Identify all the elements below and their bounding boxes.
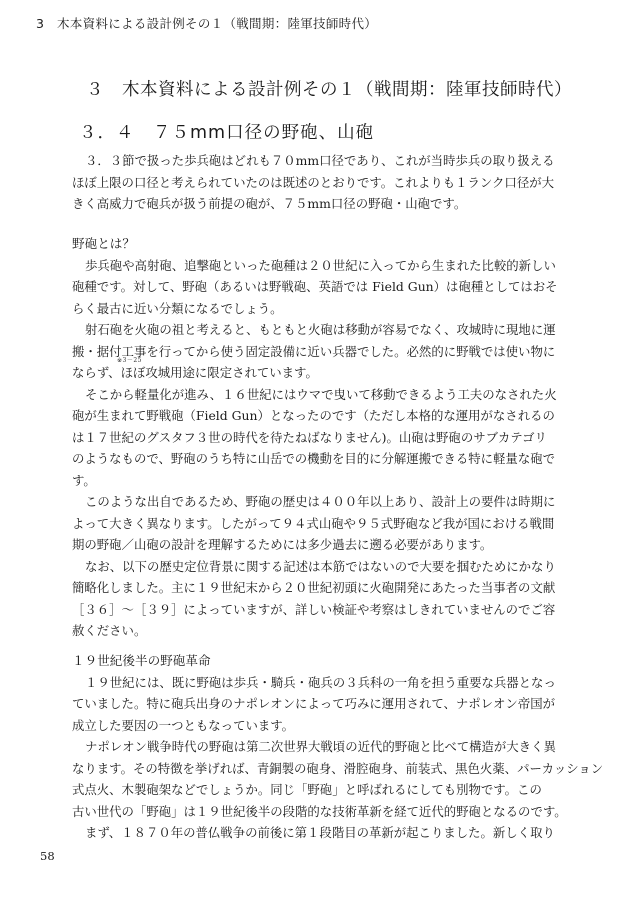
section-title: ３．４ ７５mm口径の野砲、山砲 <box>79 123 375 143</box>
text-line: 古い世代の「野砲」は１９世紀後半の段階的な技術革新を経て近代的野砲となるのです。 <box>72 803 567 819</box>
text-line: 赦ください。 <box>72 623 147 638</box>
text-line: ていました。特に砲兵出身のナポレオンによって巧みに運用されて、ナポレオン帝国が <box>72 696 555 711</box>
text-line: ［３６］～［３９］によっていますが、詳しい検証や考察はしきれていませんのでご容 <box>72 601 556 617</box>
text-line: なります。その特徴を挙げれば、青銅製の砲身、滑腔砲身、前装式、黒色火薬、パーカッション <box>72 760 604 776</box>
text-line: なお、以下の歴史定位背景に関する記述は本筋ではないので大要を掴むためにかなり <box>85 558 556 574</box>
subheading: １９世紀後半の野砲革命 <box>72 653 211 668</box>
text-line: 歩兵砲や高射砲、追撃砲といった砲種は２０世紀に入ってから生まれた比較的新しい <box>85 257 556 273</box>
text-line: このような出自であるため、野砲の歴史は４００年以上あり、設計上の要件は時期に <box>85 494 556 509</box>
text-line: らく最古に近い分類になるでしょう。 <box>72 300 283 316</box>
text-line: きく高威力で砲兵が扱う前提の砲が、７５mm口径の野砲・山砲です。 <box>72 196 467 211</box>
text-line: ならず、ほぼ攻城用途に限定されています。 <box>72 365 318 380</box>
chapter-title: ３ 木本資料による設計例その１（戦間期：陸軍技師時代） <box>86 80 572 100</box>
text-line: ほぼ上限の口径と考えられていたのは既述のとおりです。これよりも１ランク口径が大 <box>72 174 554 190</box>
text-line: ３．３節で扱った歩兵砲はどれも７０mm口径であり、これが当時歩兵の取り扱える <box>85 153 555 168</box>
running-head: 3 木本資料による設計例その１（戦間期：陸軍技師時代） <box>36 16 378 31</box>
intro-paragraph <box>72 150 555 215</box>
text-line: は１７世紀のグスタフ３世の時代を待たねばなりません)。山砲は野砲のサブカテゴリ <box>72 429 547 445</box>
text-line: ナポレオン戦争時代の野砲は第二次世界大戦頃の近代的野砲と比べて構造が大きく異 <box>85 739 556 754</box>
text-line: 簡略化しました。主に１９世紀末から２０世紀初頭に火砲開発にあたった当事者の文献 <box>72 580 556 595</box>
text-line: よって大きく異なります。したがって９４式山砲や９５式野砲など我が国における戦間 <box>72 515 555 531</box>
page-number: 58 <box>40 849 55 863</box>
section-block-field-gun <box>72 233 558 642</box>
section-block-revolution <box>72 650 604 844</box>
text-line: 成立した要因の一つともなっています。 <box>72 717 295 733</box>
text-line: まず、１８７０年の普仏戦争の前後に第１段階目の革新が起こりました。新しく取り <box>85 825 555 840</box>
text-line: 砲が生まれて野戦砲（Field Gun）となったのです（ただし本格的な運用がなされるの <box>72 408 555 423</box>
text-line: そこから軽量化が進み、１６世紀にはウマで曳いて移動できるよう工夫のなされた火 <box>85 386 557 402</box>
text-line: 射石砲を火砲の祖と考えると、もともと火砲は移動が容易でなく、攻城時に現地に運 <box>85 322 556 337</box>
text-line: のようなもので、野砲のうち特に山岳での機動を目的に分解運搬できる特に軽量な砲で <box>72 451 555 466</box>
text-line: 砲種です。対して、野砲（あるいは野戦砲、英語では Field Gun）は砲種としてはおそ <box>72 279 558 294</box>
text-line: 搬・据付工事を行ってから使う固定設備に近い兵器でした。必然的に野戦では使い物に <box>72 343 556 359</box>
text-line: 期の野砲／山砲の設計を理解するためには多少過去に遡る必要があります。 <box>72 537 493 552</box>
subheading: 野砲とは？ <box>72 236 135 251</box>
text-line: 式点火、木製砲架などでしょうか。同じ「野砲」と呼ばれるにしても別物です。この <box>72 782 542 797</box>
text-line: す。 <box>72 472 96 488</box>
footnote-marker: ※3－25 <box>117 357 142 364</box>
text-line: １９世紀には、既に野砲は歩兵・騎兵・砲兵の３兵科の一角を担う重要な兵器となっ <box>85 674 556 690</box>
